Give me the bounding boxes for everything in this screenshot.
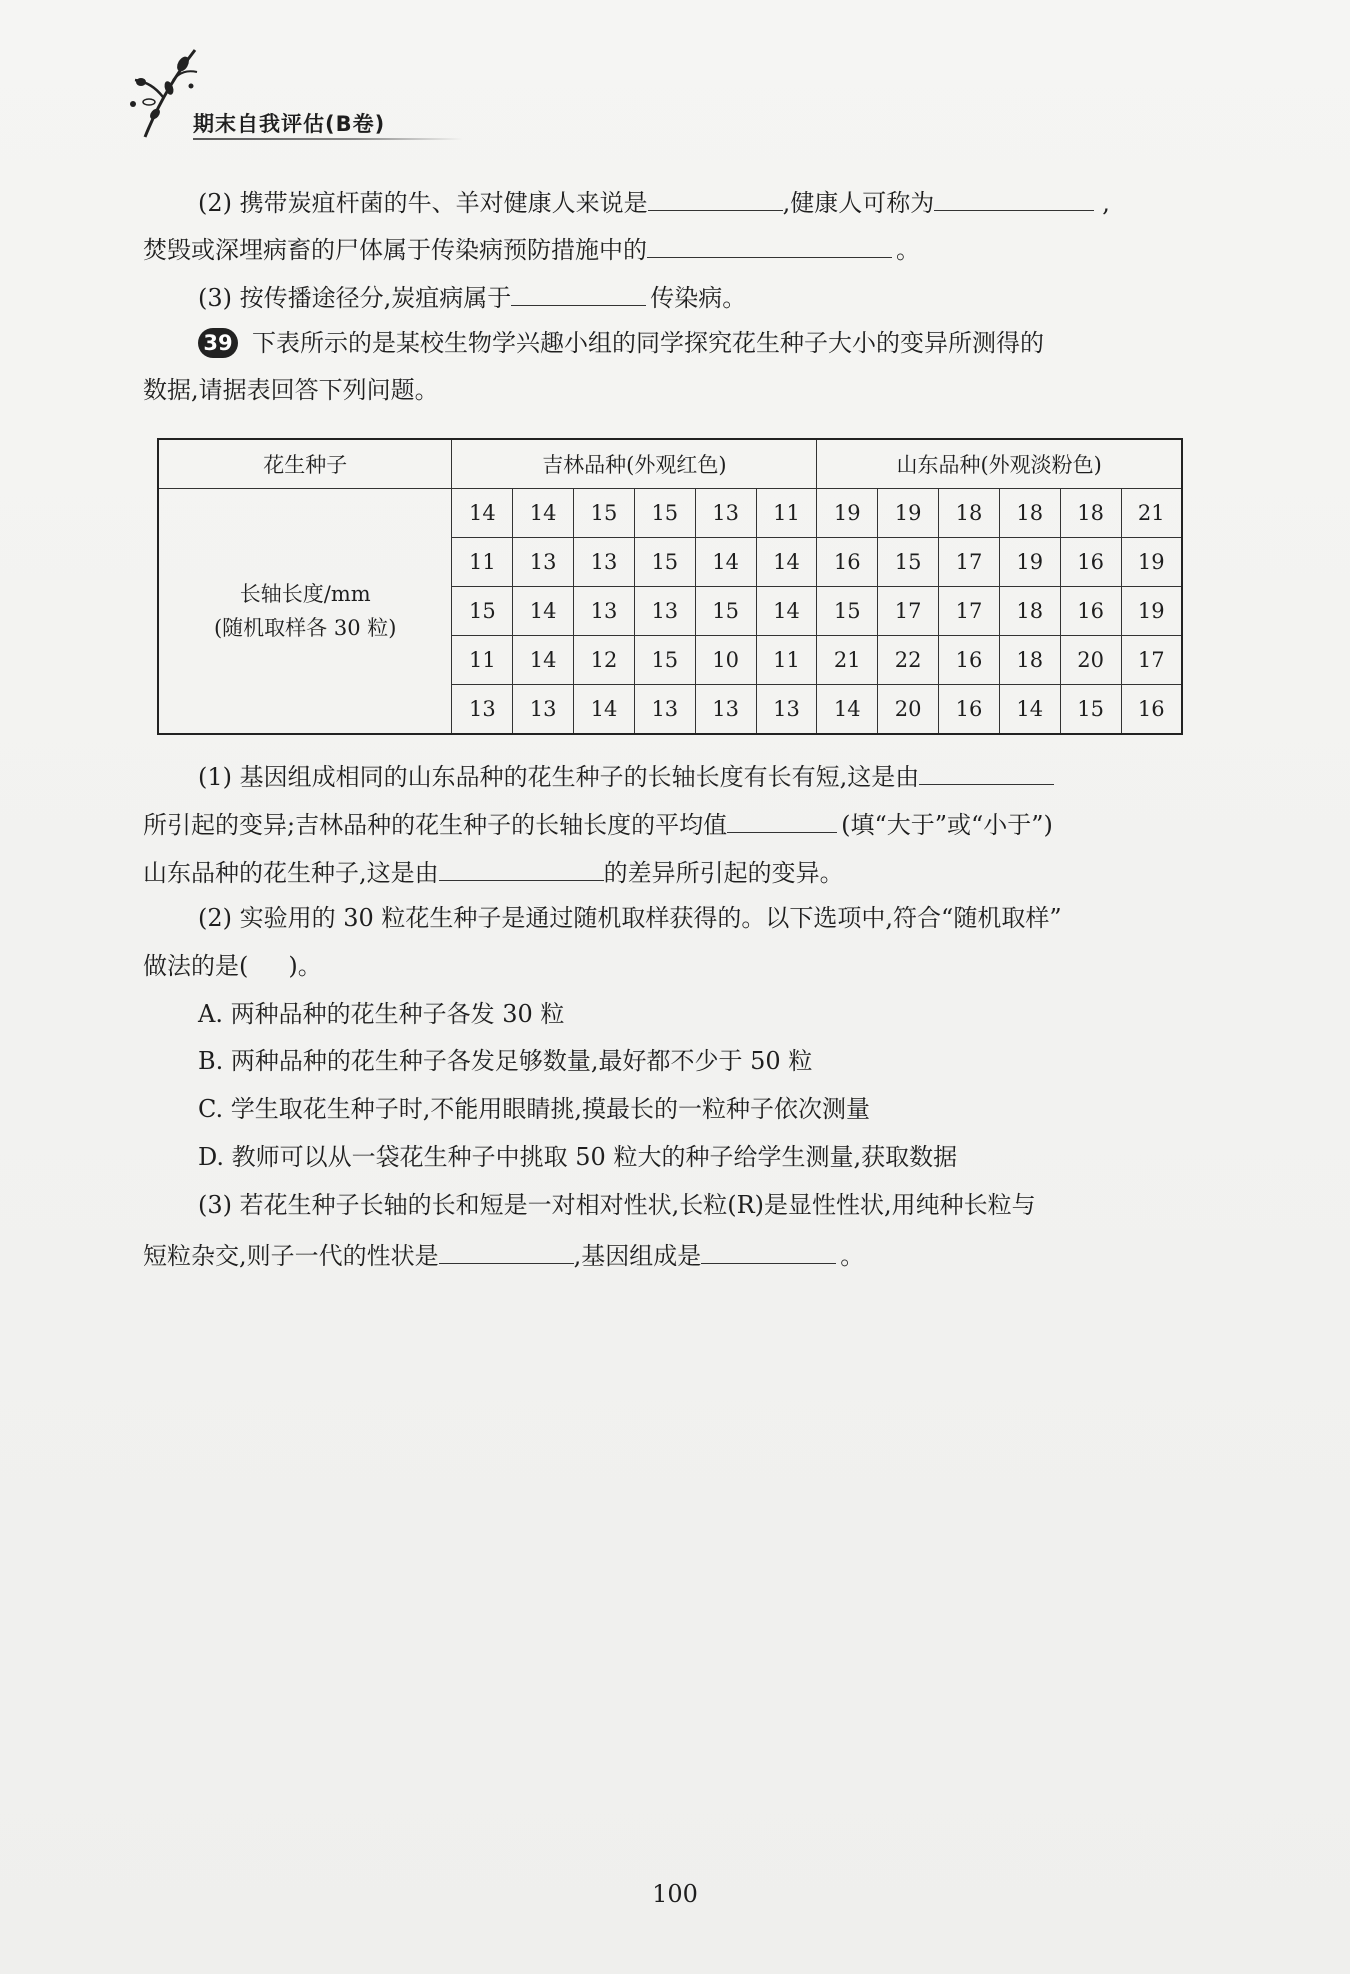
answer-blank[interactable]: [439, 1237, 574, 1264]
table-cell: 13: [695, 685, 756, 735]
question-number-badge: 39: [198, 328, 238, 358]
q38-part3-line: [198, 279, 746, 314]
table-row-label: [158, 489, 452, 735]
table-cell: 13: [574, 538, 635, 587]
table-cell: 15: [634, 538, 695, 587]
q38-part2-text-e: 。: [896, 236, 920, 264]
answer-blank[interactable]: [727, 806, 837, 833]
table-cell: 19: [999, 538, 1060, 587]
table-cell: 11: [452, 636, 513, 685]
option-a: A. 两种品种的花生种子各发 30 粒: [198, 1000, 565, 1028]
answer-blank[interactable]: [511, 279, 646, 306]
table-cell: 13: [695, 489, 756, 538]
table-cell: 15: [452, 587, 513, 636]
q38-part2-text-b: ,健康人可称为: [782, 189, 935, 217]
peanut-seed-table: [157, 438, 1183, 735]
q39-part2-text-c: )。: [288, 952, 322, 980]
q39-part1-text-c: (填“大于”或“小于”): [841, 811, 1053, 839]
q39-intro-line1: [198, 327, 1044, 359]
answer-blank[interactable]: [919, 758, 1054, 785]
table-cell: 13: [634, 685, 695, 735]
table-cell: 14: [817, 685, 878, 735]
q39-intro-line2: 数据,请据表回答下列问题。: [143, 376, 439, 404]
table-cell: 16: [939, 685, 1000, 735]
table-cell: 13: [756, 685, 817, 735]
table-cell: 17: [939, 538, 1000, 587]
table-cell: 16: [1121, 685, 1182, 735]
q39-part2-line1: (2) 实验用的 30 粒花生种子是通过随机取样获得的。以下选项中,符合“随机取样”: [198, 904, 1062, 932]
page-header: [125, 42, 445, 142]
table-cell: 11: [756, 636, 817, 685]
table-cell: 22: [878, 636, 939, 685]
q39-part3-text-b: 短粒杂交,则子一代的性状是: [143, 1242, 439, 1270]
table-cell: 15: [695, 587, 756, 636]
q39-part3-text-d: 。: [840, 1242, 865, 1270]
table-cell: 13: [513, 538, 574, 587]
table-cell: 14: [513, 587, 574, 636]
header-title: 期末自我评估(B卷): [193, 112, 386, 136]
option-c: C. 学生取花生种子时,不能用眼睛挑,摸最长的一粒种子依次测量: [198, 1095, 871, 1123]
q39-part2-line2: [143, 950, 322, 982]
table-cell: 14: [574, 685, 635, 735]
table-cell: 20: [1060, 636, 1121, 685]
row-label-sample: (随机取样各 30 粒): [213, 616, 397, 640]
table-cell: 18: [1060, 489, 1121, 538]
table-cell: 14: [513, 489, 574, 538]
answer-blank[interactable]: [701, 1237, 836, 1264]
table-cell: 14: [756, 587, 817, 636]
q39-part1-line3: [143, 854, 844, 889]
table-cell: 13: [634, 587, 695, 636]
q39-intro-text-1: 下表所示的是某校生物学兴趣小组的同学探究花生种子大小的变异所测得的: [252, 329, 1044, 357]
q39-part1-line1: [198, 758, 1054, 793]
table-cell: 21: [817, 636, 878, 685]
table-cell: 19: [817, 489, 878, 538]
q39-part2-text-b: 做法的是(: [143, 952, 249, 980]
answer-blank[interactable]: [934, 184, 1094, 211]
q39-part1-line2: [143, 806, 1053, 841]
q39-part3-text-c: ,基因组成是: [573, 1242, 702, 1270]
table-cell: 14: [756, 538, 817, 587]
table-cell: 20: [878, 685, 939, 735]
table-cell: 12: [574, 636, 635, 685]
table-cell: 15: [878, 538, 939, 587]
table-cell: 15: [634, 636, 695, 685]
table-cell: 18: [999, 587, 1060, 636]
q38-part2-text-a: (2) 携带炭疽杆菌的牛、羊对健康人来说是: [198, 189, 648, 217]
table-cell: 14: [695, 538, 756, 587]
table-cell: 21: [1121, 489, 1182, 538]
table-cell: 18: [999, 636, 1060, 685]
table-cell: 13: [574, 587, 635, 636]
row-label-measure: 长轴长度/mm: [239, 582, 371, 606]
q39-part1-text-d: 山东品种的花生种子,这是由: [143, 859, 439, 887]
table-group-shandong: 山东品种(外观淡粉色): [817, 439, 1182, 489]
page-number: 100: [652, 1880, 698, 1908]
option-b: B. 两种品种的花生种子各发足够数量,最好都不少于 50 粒: [198, 1047, 813, 1075]
table-cell: 17: [1121, 636, 1182, 685]
table-cell: 15: [574, 489, 635, 538]
table-cell: 11: [452, 538, 513, 587]
answer-blank[interactable]: [647, 231, 892, 258]
table-group-jilin: 吉林品种(外观红色): [452, 439, 817, 489]
table-cell: 18: [999, 489, 1060, 538]
q38-part2-line1: [198, 184, 1110, 219]
table-cell: 16: [939, 636, 1000, 685]
table-cell: 13: [513, 685, 574, 735]
table-head-label: 花生种子: [158, 439, 452, 489]
answer-blank[interactable]: [648, 184, 783, 211]
header-divider: [193, 138, 463, 140]
table-row: [158, 489, 1182, 538]
q39-part3-line1: (3) 若花生种子长轴的长和短是一对相对性状,长粒(R)是显性性状,用纯种长粒与: [198, 1191, 1036, 1219]
table-cell: 19: [878, 489, 939, 538]
table-cell: 15: [1060, 685, 1121, 735]
q38-part3-text-b: 传染病。: [650, 284, 747, 312]
q38-part3-text-a: (3) 按传播途径分,炭疽病属于: [198, 284, 512, 312]
q39-part1-text-b: 所引起的变异;吉林品种的花生种子的长轴长度的平均值: [143, 811, 728, 839]
table-cell: 10: [695, 636, 756, 685]
table-cell: 13: [452, 685, 513, 735]
answer-blank[interactable]: [439, 854, 604, 881]
table-cell: 16: [1060, 587, 1121, 636]
table-cell: 15: [634, 489, 695, 538]
table-cell: 14: [452, 489, 513, 538]
q39-part1-text-e: 的差异所引起的变异。: [603, 859, 844, 887]
table-cell: 18: [939, 489, 1000, 538]
table-cell: 14: [999, 685, 1060, 735]
table-cell: 11: [756, 489, 817, 538]
table-cell: 15: [817, 587, 878, 636]
table-cell: 19: [1121, 538, 1182, 587]
q39-part3-line2: [143, 1237, 864, 1272]
q38-part2-text-d: 焚毁或深埋病畜的尸体属于传染病预防措施中的: [143, 236, 647, 264]
q38-part2-text-c: ,: [1102, 189, 1110, 217]
q39-part1-text-a: (1) 基因组成相同的山东品种的花生种子的长轴长度有长有短,这是由: [198, 763, 920, 791]
table-cell: 19: [1121, 587, 1182, 636]
table-cell: 16: [817, 538, 878, 587]
table-header-row: [158, 439, 1182, 489]
table-cell: 14: [513, 636, 574, 685]
table-cell: 17: [878, 587, 939, 636]
table-cell: 17: [939, 587, 1000, 636]
q38-part2-line2: [143, 231, 920, 266]
table-cell: 16: [1060, 538, 1121, 587]
option-d: D. 教师可以从一袋花生种子中挑取 50 粒大的种子给学生测量,获取数据: [198, 1143, 958, 1171]
